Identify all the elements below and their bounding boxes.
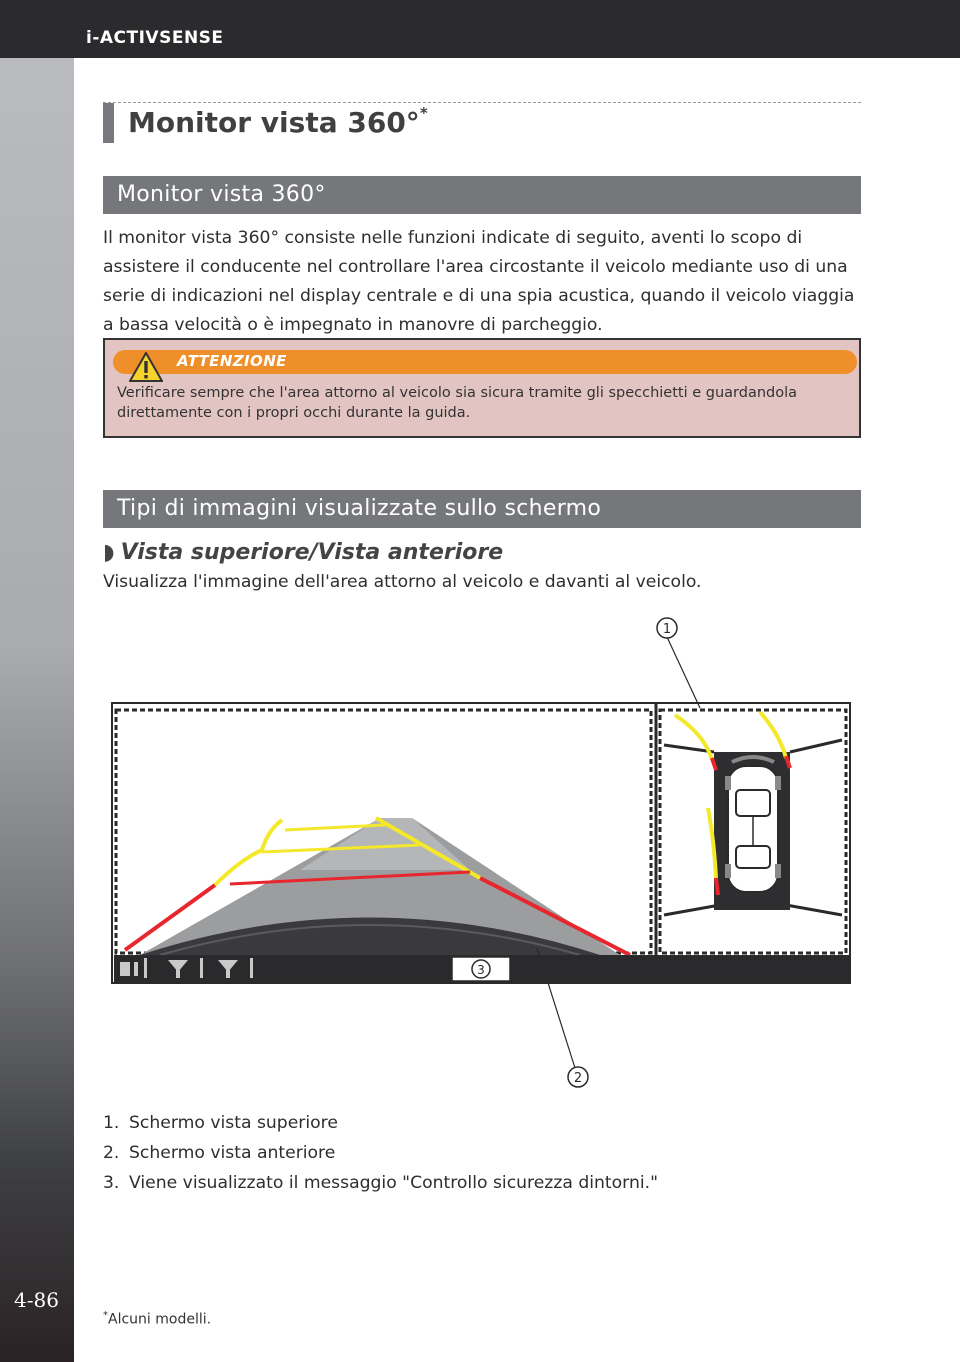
subheading-text: Vista superiore/Vista anteriore xyxy=(120,540,504,565)
subheading-paragraph: Visualizza l'immagine dell'area attorno al veicolo e davanti al veicolo. xyxy=(103,572,702,592)
warning-text: Verificare sempre che l'area attorno al veicolo sia sicura tramite gli specchietti e guardandola direttamente con i propri occhi durante la guida. xyxy=(117,385,798,421)
section-title: i-ACTIVSENSE xyxy=(86,28,224,48)
main-title-text: Monitor vista 360° xyxy=(128,106,420,139)
callout-3-label: 3 xyxy=(477,963,485,977)
main-title xyxy=(103,103,428,143)
legend-list xyxy=(103,1108,803,1198)
footnote-mark: * xyxy=(103,1310,108,1321)
warning-label: ATTENZIONE xyxy=(177,352,287,370)
callout-2-label: 2 xyxy=(573,1071,583,1086)
legend-item: 2. Schermo vista anteriore xyxy=(103,1143,336,1163)
footnote-text: Alcuni modelli. xyxy=(108,1311,212,1328)
page-number: 4-86 xyxy=(14,1288,59,1312)
callout-1-label: 1 xyxy=(662,622,672,637)
warning-box xyxy=(103,338,861,438)
model-asterisk: * xyxy=(419,104,428,122)
legend-item: 3. Viene visualizzato il messaggio "Controllo sicurezza dintorni." xyxy=(103,1173,658,1193)
subheading xyxy=(103,540,503,565)
chevron-right-icon: ◗ xyxy=(103,540,115,565)
warning-triangle-icon xyxy=(129,352,163,382)
footnote xyxy=(103,1310,211,1328)
section-heading-2: Tipi di immagini visualizzate sullo schermo xyxy=(103,490,861,528)
intro-paragraph: Il monitor vista 360° consiste nelle funzioni indicate di seguito, aventi lo scopo di assistere il conducente nel controllare l'area circostante il veicolo mediante uso di una serie di indicazioni nel display centrale e di una spia acustica, quando il veicolo viaggia a bassa velocità o è impegnato in manovre di parcheggio. xyxy=(103,228,855,335)
header-bar xyxy=(0,0,960,58)
section-heading-1: Monitor vista 360° xyxy=(103,176,861,214)
display-figure xyxy=(0,600,960,1100)
legend-item: 1. Schermo vista superiore xyxy=(103,1113,338,1133)
warning-pill xyxy=(113,350,857,374)
